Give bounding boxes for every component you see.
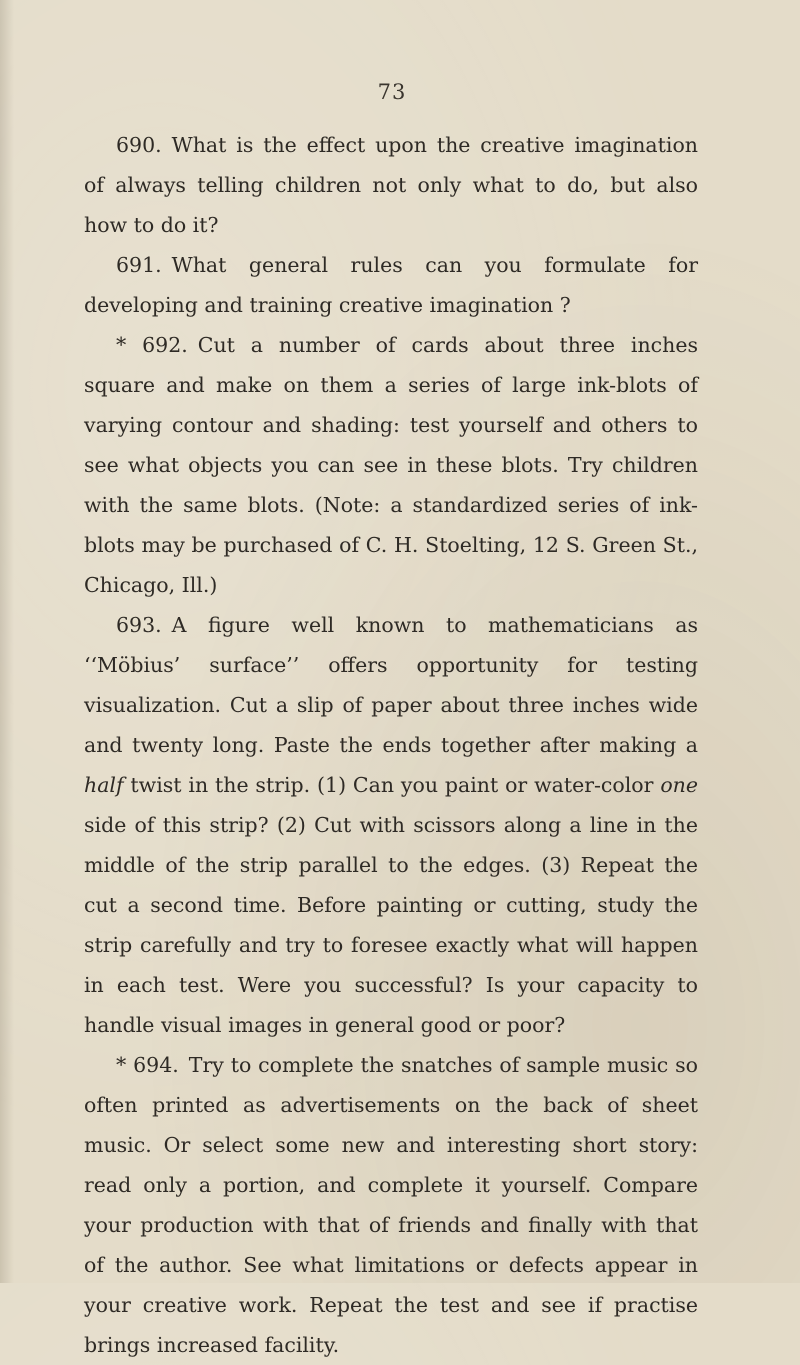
paragraph-text-part: side of this strip? (2) Cut with scissors along a line in the middle of the strip parallel to the edges. (3) Repeat the cut a second time. Before painting or cutting, study the strip carefully and try to foresee exactly what will happen in each test. Were you successful? Is your capacity to handle visual images in general good or poor? [84, 813, 698, 1037]
paragraph-text: What is the effect upon the creative imagination of always telling children not only what to do, but also how to do it? [84, 133, 698, 237]
item-number: 691. [116, 253, 162, 277]
paragraph-text-part: twist in the strip. (1) Can you paint or water-color [123, 773, 661, 797]
item-number: * 694. [116, 1053, 179, 1077]
item-number: * 692. [116, 333, 188, 357]
italic-word: half [84, 773, 124, 797]
paragraph-text: Cut a number of cards about three inches square and make on them a series of large ink-blots of varying contour and shading: test yourself and others to see what objects you can see in these blots. Try children with the same blots. (Note: a standardized series of ink-blots may be purchased of C. H. Stoelting, 12 S. Green St., Chicago, Ill.) [84, 333, 698, 597]
paragraph-694 [84, 1045, 698, 1365]
paragraph-text-part: A figure well known to mathematicians as ‘‘Möbius’ surface’’ offers opportunity for testing visualization. Cut a slip of paper about three inches wide and twenty long. Paste the ends together after making a [84, 613, 698, 757]
paragraph-690 [84, 125, 698, 245]
paragraph-693 [84, 605, 698, 1045]
page-edge-shadow [0, 0, 14, 1283]
italic-word: one [660, 773, 698, 797]
item-number: 693. [116, 613, 162, 637]
paragraph-text: What general rules can you formulate for developing and training creative imagination ? [84, 253, 698, 317]
paragraph-691 [84, 245, 698, 325]
paragraph-text: Try to complete the snatches of sample music so often printed as advertisements on the back of sheet music. Or select some new and interesting short story: read only a portion, and complete it yourself. Compare your production with that of friends and finally with that of the author. See what limitations or defects appear in your creative work. Repeat the test and see if practise brings increased facility. [84, 1053, 698, 1357]
item-number: 690. [116, 133, 162, 157]
body-text [84, 125, 698, 1365]
page-number: 73 [377, 80, 407, 104]
paragraph-692 [84, 325, 698, 605]
